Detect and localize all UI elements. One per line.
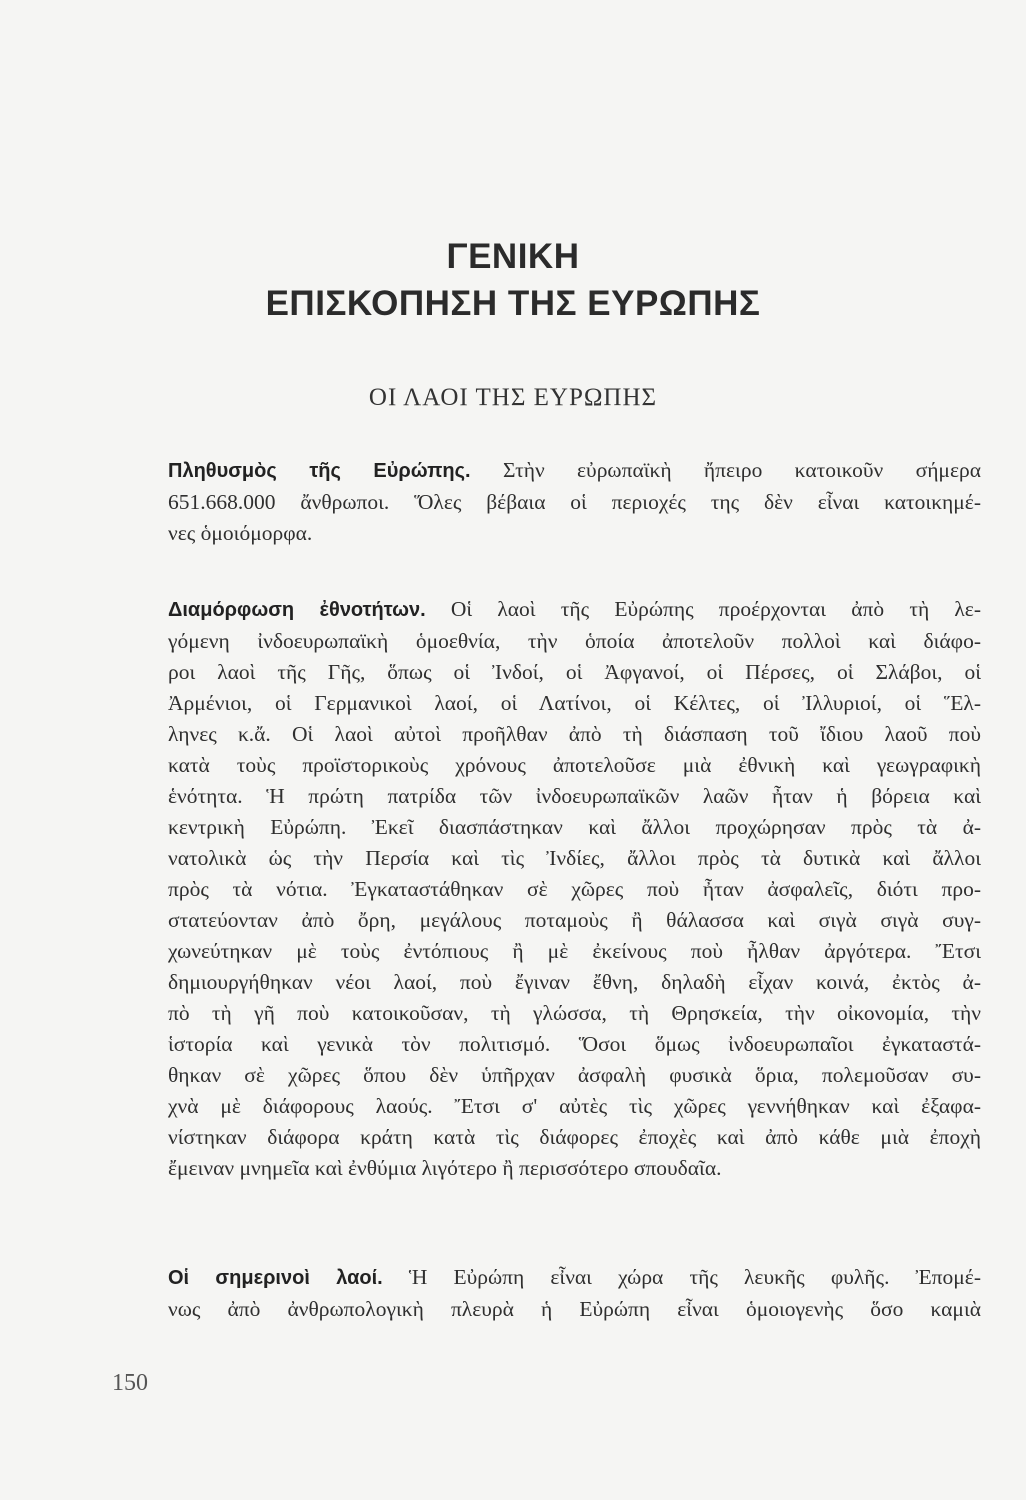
paragraph-line: νες ὁμοιόμορφα. [168,521,313,545]
paragraph-line: ληνες κ.ἄ. Οἱ λαοὶ αὐτοὶ προῆλθαν ἀπὸ τὴ διάσπαση τοῦ ἴδιου λαοῦ ποὺ [168,722,981,746]
paragraph-line: ἱστορία καὶ γενικὰ τὸν πολιτισμό. Ὅσοι ὅμως ἰνδοευρωπαῖοι ἐγκαταστά- [168,1032,981,1056]
paragraph-line [168,594,981,626]
paragraph-line: ἔμειναν μνημεῖα καὶ ἐνθύμια λιγότερο ἢ περισσότερο σπουδαῖα. [168,1156,722,1180]
paragraph-line: ροι λαοὶ τῆς Γῆς, ὅπως οἱ Ἰνδοί, οἱ Ἀφγανοί, οἱ Πέρσες, οἱ Σλάβοι, οἱ [168,660,981,684]
paragraph-line: χωνεύτηκαν μὲ τοὺς ἐντόπιους ἢ μὲ ἐκείνους ποὺ ἦλθαν ἀργότερα. Ἔτσι [168,939,981,963]
chapter-title-line-1: ΓΕΝΙΚΗ [446,237,580,276]
paragraph-line: νως ἀπὸ ἀνθρωπολογικὴ πλευρὰ ἡ Εὐρώπη εἶναι ὁμοιογενὴς ὅσο καμιὰ [168,1297,981,1321]
paragraph-line: κεντρικὴ Εὐρώπη. Ἐκεῖ διασπάστηκαν καὶ ἄλλοι προχώρησαν πρὸς τὰ ἀ- [168,815,981,839]
paragraph-line: πρὸς τὰ νότια. Ἐγκαταστάθηκαν σὲ χῶρες ποὺ ἦταν ἀσφαλεῖς, διότι προ- [168,877,981,901]
line-text: Οἱ λαοὶ τῆς Εὐρώπης προέρχονται ἀπὸ τὴ λε- [425,597,981,621]
paragraph-ethnic-formation [168,594,981,1184]
paragraph-line: πὸ τὴ γῆ ποὺ κατοικοῦσαν, τὴ γλώσσα, τὴ Θρησκεία, τὴν οἰκονομία, τὴν [168,1001,981,1025]
paragraph-line: ἑνότητα. Ἡ πρώτη πατρίδα τῶν ἰνδοευρωπαϊκῶν λαῶν ἦταν ἡ βόρεια καὶ [168,784,981,808]
paragraph-line: στατεύονταν ἀπὸ ὄρη, μεγάλους ποταμοὺς ἢ θάλασσα καὶ σιγὰ σιγὰ συγ- [168,908,981,932]
paragraph-heading: Πληθυσμὸς τῆς Εὐρώπης. [168,460,471,482]
section-title: ΟΙ ΛΑΟΙ ΤΗΣ ΕΥΡΩΠΗΣ [368,384,658,411]
paragraph-line: δημιουργήθηκαν νέοι λαοί, ποὺ ἔγιναν ἔθνη, δηλαδὴ εἶχαν κοινά, ἐκτὸς ἀ- [168,970,981,994]
paragraph-line: 651.668.000 ἄνθρωποι. Ὅλες βέβαια οἱ περιοχές της δὲν εἶναι κατοικημέ- [168,490,981,514]
paragraph-line: κατὰ τοὺς προϊστορικοὺς χρόνους ἀποτελοῦσε μιὰ ἐθνικὴ καὶ γεωγραφικὴ [168,753,981,777]
line-text: Ἡ Εὐρώπη εἶναι χώρα τῆς λευκῆς φυλῆς. Ἐπομέ- [382,1265,981,1289]
line-text: Στὴν εὐρωπαϊκὴ ἤπειρο κατοικοῦν σήμερα [470,458,981,482]
paragraph-population [168,455,981,549]
paragraph-line: θηκαν σὲ χῶρες ὅπου δὲν ὑπῆρχαν ἀσφαλὴ φυσικὰ ὅρια, πολεμοῦσαν συ- [168,1063,981,1087]
paragraph-line: νίστηκαν διάφορα κράτη κατὰ τὶς διάφορες ἐποχὲς καὶ ἀπὸ κάθε μιὰ ἐποχὴ [168,1125,981,1149]
chapter-title-line-2: ΕΠΙΣΚΟΠΗΣΗ ΤΗΣ ΕΥΡΩΠΗΣ [265,284,761,323]
paragraph-line: χνὰ μὲ διάφορους λαούς. Ἔτσι σ' αὐτὲς τὶς χῶρες γεννήθηκαν καὶ ἐξαφα- [168,1094,981,1118]
paragraph-modern-peoples [168,1262,981,1325]
paragraph-line: γόμενη ἰνδοευρωπαϊκὴ ὁμοεθνία, τὴν ὁποία ἀποτελοῦν πολλοὶ καὶ διάφο- [168,629,981,653]
paragraph-line: νατολικὰ ὡς τὴν Περσία καὶ τὶς Ἰνδίες, ἄλλοι πρὸς τὰ δυτικὰ καὶ ἄλλοι [168,846,981,870]
paragraph-line [168,1262,981,1294]
page-number: 150 [112,1370,148,1396]
paragraph-heading: Διαμόρφωση ἐθνοτήτων. [168,599,426,621]
paragraph-line [168,455,981,487]
paragraph-heading: Οἱ σημερινοὶ λαοί. [168,1267,383,1289]
paragraph-line: Ἀρμένιοι, οἱ Γερμανικοὶ λαοί, οἱ Λατίνοι, οἱ Κέλτες, οἱ Ἰλλυριοί, οἱ Ἕλ- [168,691,981,715]
